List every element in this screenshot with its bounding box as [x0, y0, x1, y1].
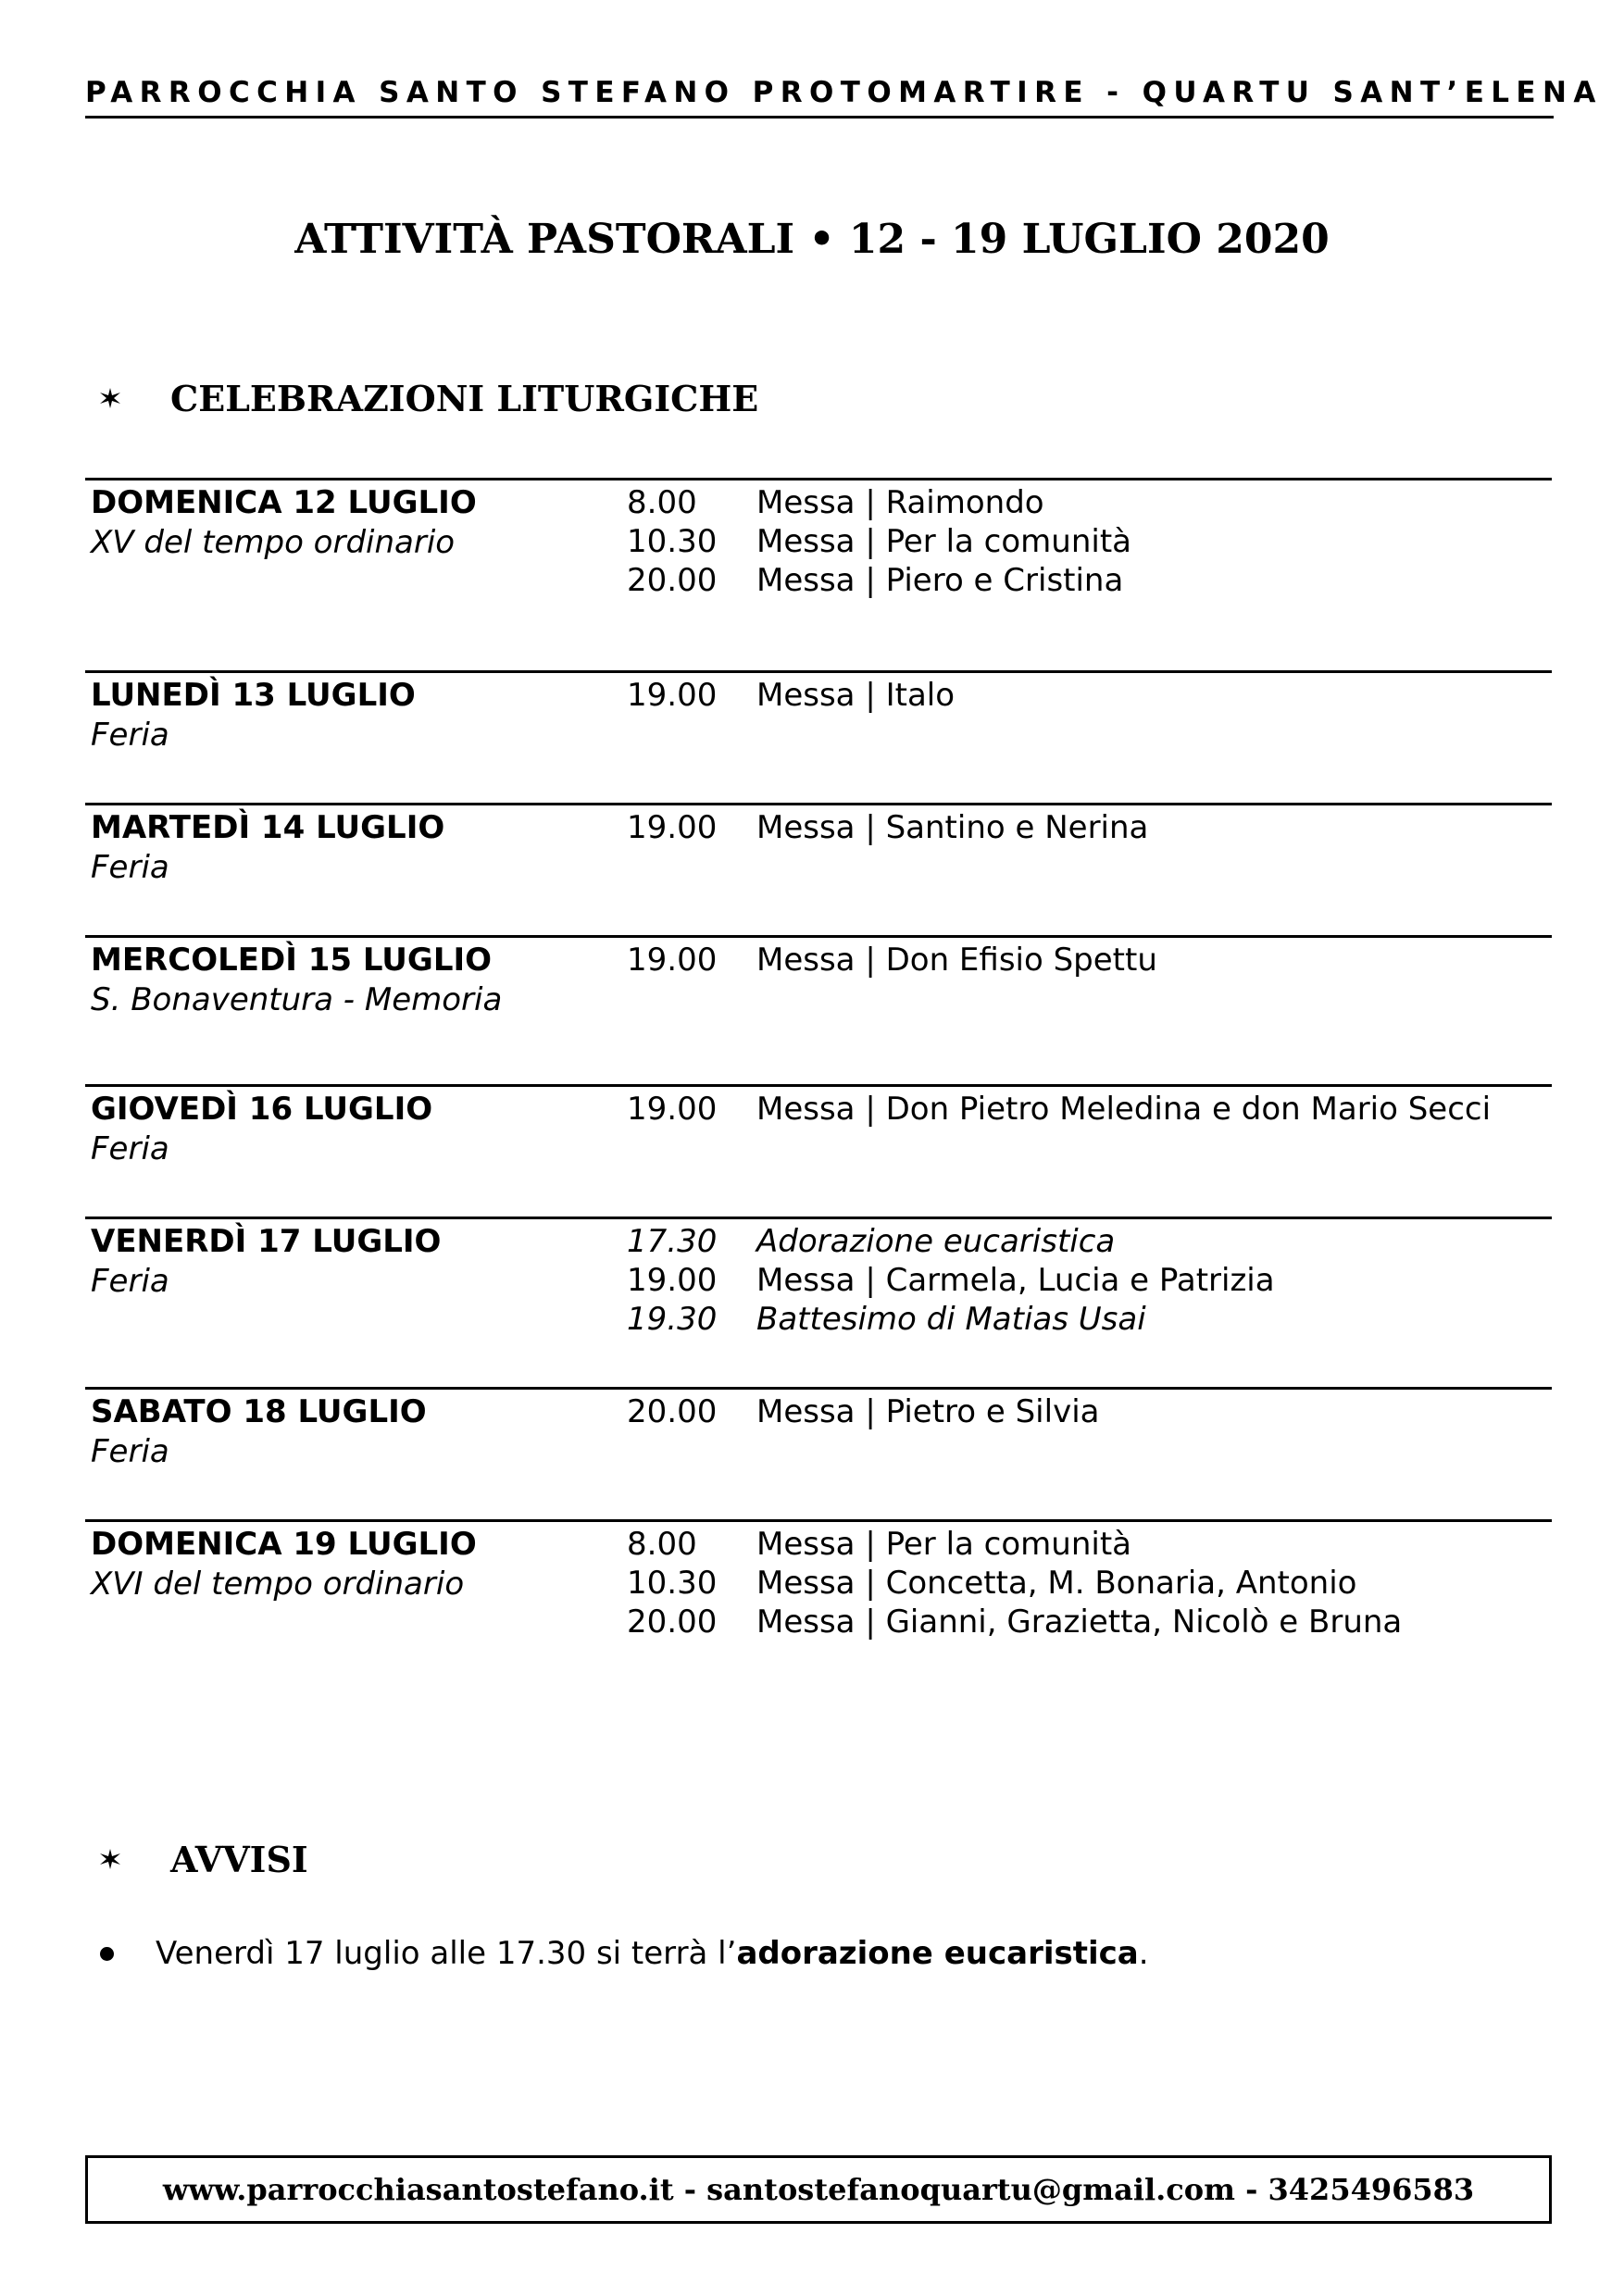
event-time: 17.30 — [627, 1223, 718, 1260]
event-description: Battesimo di Matias Usai — [756, 1301, 1146, 1338]
star-icon — [100, 1849, 120, 1869]
notice-text-before: Venerdì 17 luglio alle 17.30 si terrà l’ — [156, 1935, 737, 1972]
event-time: 19.00 — [627, 1091, 718, 1128]
event-description: Adorazione eucaristica — [756, 1223, 1116, 1260]
day-liturgical-note: XVI del tempo ordinario — [91, 1566, 465, 1603]
event-time: 10.30 — [627, 523, 718, 560]
day-liturgical-note: XV del tempo ordinario — [91, 524, 456, 561]
event-description: Messa | Carmela, Lucia e Patrizia — [756, 1262, 1275, 1299]
schedule-day — [85, 1217, 1552, 1349]
notice-text-bold: adorazione eucaristica — [736, 1935, 1139, 1972]
section-title-notices: AVVISI — [170, 1838, 308, 1880]
section-title-liturgy: CELEBRAZIONI LITURGICHE — [170, 377, 759, 419]
event-description: Messa | Don Pietro Meledina e don Mario Secci — [756, 1091, 1492, 1128]
event-description: Messa | Per la comunità — [756, 1526, 1131, 1563]
day-liturgical-note: Feria — [91, 717, 169, 754]
day-liturgical-note: S. Bonaventura - Memoria — [91, 981, 503, 1018]
event-description: Messa | Raimondo — [756, 484, 1044, 521]
event-description: Messa | Santino e Nerina — [756, 809, 1149, 846]
day-liturgical-note: Feria — [91, 849, 169, 886]
event-description: Messa | Piero e Cristina — [756, 562, 1124, 599]
event-description: Messa | Concetta, M. Bonaria, Antonio — [756, 1565, 1357, 1602]
event-description: Messa | Gianni, Grazietta, Nicolò e Bruna — [756, 1603, 1403, 1641]
day-label: MARTEDÌ 14 LUGLIO — [91, 809, 445, 846]
event-description: Messa | Pietro e Silvia — [756, 1393, 1100, 1430]
section-heading-liturgy — [100, 372, 758, 424]
day-label: SABATO 18 LUGLIO — [91, 1393, 427, 1430]
section-heading-notices — [100, 1833, 308, 1885]
day-liturgical-note: Feria — [91, 1433, 169, 1470]
day-label: LUNEDÌ 13 LUGLIO — [91, 677, 416, 714]
event-time: 20.00 — [627, 1393, 718, 1430]
schedule-day — [85, 670, 1552, 803]
header-divider — [85, 116, 1554, 119]
schedule-day — [85, 1519, 1552, 1652]
event-time: 20.00 — [627, 562, 718, 599]
schedule-day — [85, 1387, 1552, 1519]
event-time: 19.00 — [627, 1262, 718, 1299]
event-description: Messa | Per la comunità — [756, 523, 1131, 560]
notice-item — [100, 1930, 1149, 1977]
event-time: 8.00 — [627, 484, 697, 521]
event-time: 20.00 — [627, 1603, 718, 1641]
day-label: GIOVEDÌ 16 LUGLIO — [91, 1091, 433, 1128]
parish-header: PARROCCHIA SANTO STEFANO PROTOMARTIRE - QUARTU SANT’ELENA — [85, 76, 1603, 109]
day-label: DOMENICA 19 LUGLIO — [91, 1526, 477, 1563]
event-description: Messa | Italo — [756, 677, 956, 714]
footer-contact-box — [85, 2155, 1552, 2224]
schedule-day — [85, 935, 1552, 1067]
day-label: VENERDÌ 17 LUGLIO — [91, 1223, 442, 1260]
day-liturgical-note: Feria — [91, 1263, 169, 1300]
schedule-day — [85, 803, 1552, 935]
day-liturgical-note: Feria — [91, 1130, 169, 1167]
day-label: DOMENICA 12 LUGLIO — [91, 484, 477, 521]
event-time: 19.00 — [627, 809, 718, 846]
bullet-icon — [100, 1947, 114, 1961]
day-label: MERCOLEDÌ 15 LUGLIO — [91, 942, 493, 979]
event-time: 19.00 — [627, 677, 718, 714]
event-time: 8.00 — [627, 1526, 697, 1563]
event-time: 10.30 — [627, 1565, 718, 1602]
schedule-day — [85, 478, 1552, 610]
notice-text-after: . — [1138, 1935, 1149, 1972]
page-title: ATTIVITÀ PASTORALI • 12 - 19 LUGLIO 2020 — [294, 216, 1330, 263]
star-icon — [100, 388, 120, 408]
event-time: 19.30 — [627, 1301, 718, 1338]
footer-contact: www.parrocchiasantostefano.it - santostefanoquartu@gmail.com - 3425496583 — [162, 2172, 1475, 2207]
schedule-day — [85, 1084, 1552, 1217]
event-description: Messa | Don Efisio Spettu — [756, 942, 1157, 979]
event-time: 19.00 — [627, 942, 718, 979]
